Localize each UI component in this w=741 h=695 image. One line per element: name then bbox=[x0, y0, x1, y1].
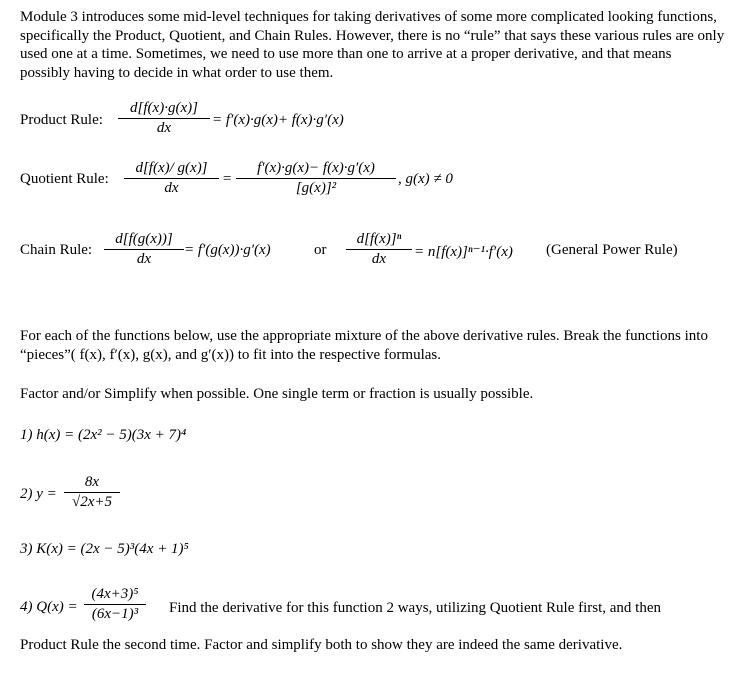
chain-rule-rhs: = f′(g(x))·g′(x) bbox=[184, 242, 271, 258]
problem-2-numerator: 8x bbox=[84, 474, 100, 490]
power-rule-denominator: dx bbox=[371, 251, 387, 267]
fraction-bar bbox=[84, 604, 146, 605]
intro-paragraph: Module 3 introduces some mid-level techniques for taking derivatives of some more complicated looking functions, specifically the Product, Quotient, and Chain Rules. However, there is no “rule” that says these various rules are only used one at a time. Sometimes, we need to use more than one to arrive at a proper derivative, and that means possibly having to decide in what order to use them. bbox=[20, 9, 725, 81]
chain-rule-label: Chain Rule: bbox=[20, 242, 93, 258]
product-rule-denominator: dx bbox=[156, 120, 172, 136]
fraction-bar bbox=[236, 178, 396, 179]
quotient-rule-numerator: d[f(x)/ g(x)] bbox=[135, 160, 208, 176]
instructions-paragraph: For each of the functions below, use the appropriate mixture of the above derivative rules. Break the functions into “pieces”( f(x), f′(x), g(x), and g′(x)) to fit into the respective formulas. bbox=[20, 328, 708, 363]
fraction-bar bbox=[124, 178, 219, 179]
quotient-rule-rhs-denominator: [g(x)]² bbox=[295, 180, 337, 196]
power-rule-rhs: = n[f(x)]ⁿ⁻¹·f′(x) bbox=[414, 244, 513, 260]
problem-4-prefix: 4) Q(x) = bbox=[20, 599, 78, 615]
power-rule-fraction bbox=[346, 231, 412, 268]
product-rule-label: Product Rule: bbox=[20, 112, 103, 128]
product-rule-rhs: = f′(x)·g(x)+ f(x)·g′(x) bbox=[212, 112, 344, 128]
fraction-bar bbox=[64, 492, 120, 493]
problem-4-numerator: (4x+3)⁵ bbox=[91, 586, 139, 602]
fraction-bar bbox=[346, 249, 412, 250]
product-rule-numerator: d[f(x)·g(x)] bbox=[130, 100, 198, 116]
quotient-rule-label: Quotient Rule: bbox=[20, 171, 109, 187]
problem-4-denominator: (6x−1)³ bbox=[91, 606, 139, 622]
problem-3: 3) K(x) = (2x − 5)³(4x + 1)⁵ bbox=[20, 541, 189, 557]
fraction-bar bbox=[118, 118, 210, 119]
chain-rule-or: or bbox=[314, 242, 327, 258]
problem-4-fraction bbox=[84, 586, 146, 623]
power-rule-numerator: d[f(x)]ⁿ bbox=[356, 231, 402, 247]
quotient-rule-fraction bbox=[124, 160, 219, 197]
problem-2-prefix: 2) y = bbox=[20, 486, 57, 502]
chain-rule-denominator: dx bbox=[136, 251, 152, 267]
problem-1: 1) h(x) = (2x² − 5)(3x + 7)⁴ bbox=[20, 427, 187, 443]
quotient-rule-equals: = bbox=[222, 171, 233, 187]
simplify-instruction: Factor and/or Simplify when possible. One single term or fraction is usually possible. bbox=[20, 386, 534, 402]
fraction-bar bbox=[104, 249, 184, 250]
quotient-rule-denominator: dx bbox=[164, 180, 179, 196]
product-rule-fraction bbox=[118, 100, 210, 137]
problem-2-fraction bbox=[64, 474, 120, 511]
quotient-rule-rhs-fraction bbox=[236, 160, 396, 197]
problem-4-instruction: Find the derivative for this function 2 ways, utilizing Quotient Rule first, and then bbox=[169, 600, 661, 616]
quotient-rule-rhs-numerator: f′(x)·g(x)− f(x)·g′(x) bbox=[257, 160, 375, 176]
quotient-rule-condition: , g(x) ≠ 0 bbox=[398, 171, 453, 187]
problem-2-denominator: √2x+5 bbox=[71, 494, 112, 510]
power-rule-note: (General Power Rule) bbox=[546, 242, 678, 258]
problem-4-instruction-continued: Product Rule the second time. Factor and simplify both to show they are indeed the same derivative. bbox=[20, 637, 623, 653]
chain-rule-numerator: d[f(g(x))] bbox=[115, 231, 173, 247]
chain-rule-fraction bbox=[104, 231, 184, 268]
